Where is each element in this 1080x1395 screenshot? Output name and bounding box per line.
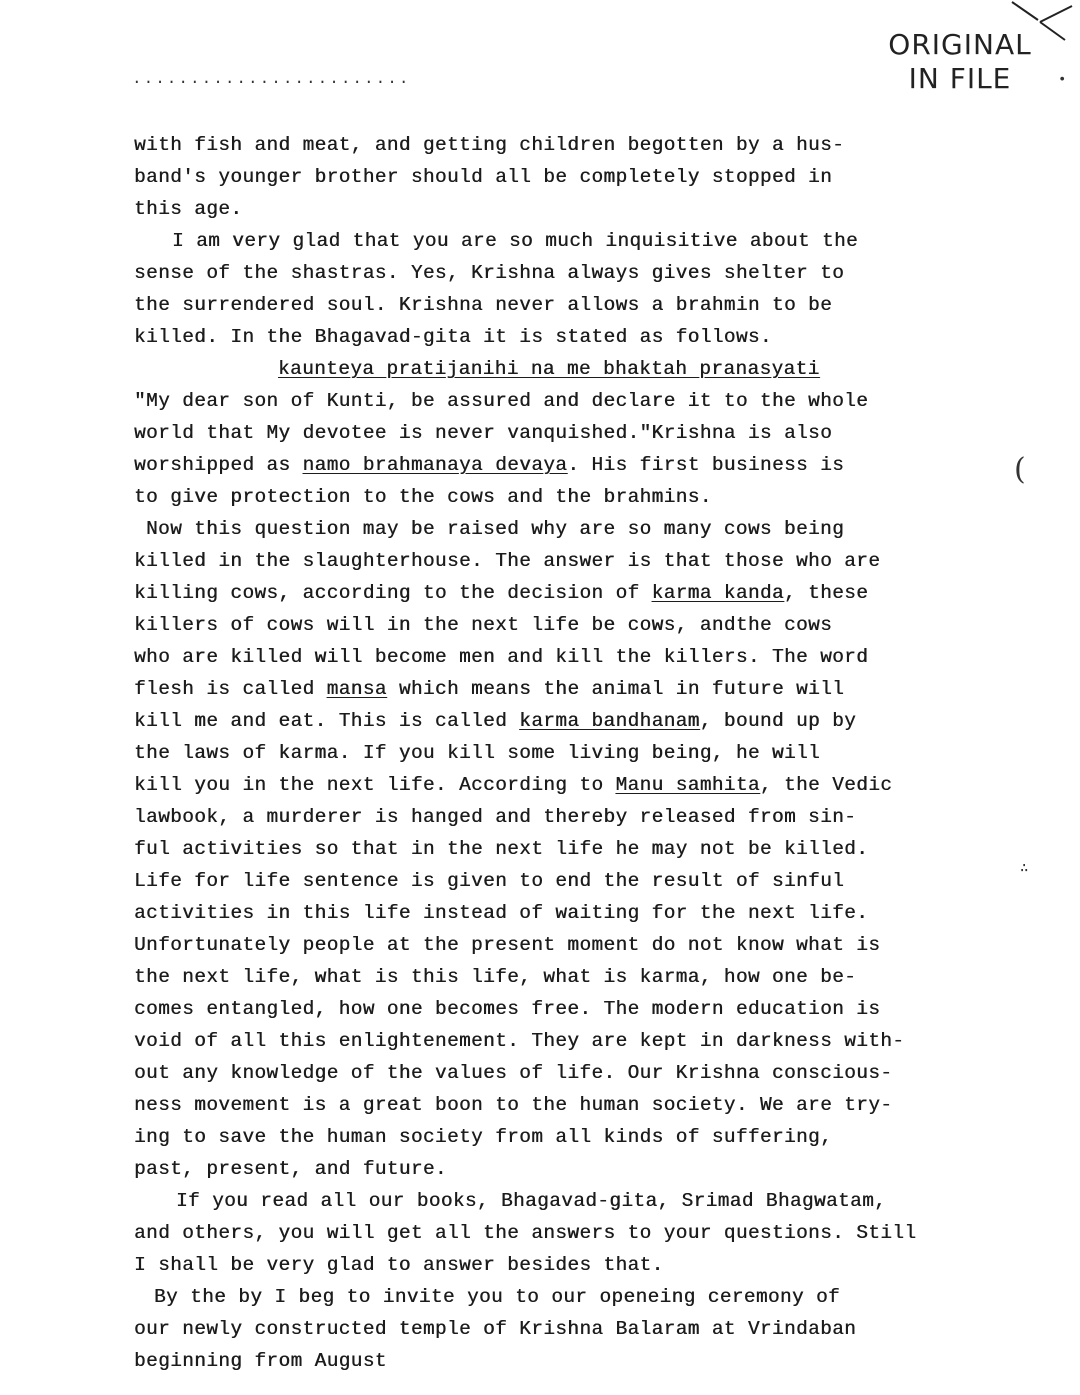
text-line: [134, 678, 844, 700]
text-line: [134, 198, 242, 220]
text-segment: Unfortunately people at the present moment do not know what is: [134, 934, 881, 956]
text-line: [134, 1094, 892, 1116]
text-line: [146, 518, 844, 540]
text-segment: our newly constructed temple of Krishna Balaram at Vrindaban: [134, 1318, 857, 1340]
text-line: [134, 1254, 664, 1276]
margin-bracket-mark: (: [1014, 452, 1026, 487]
text-segment: with fish and meat, and getting children begotten by a hus-: [134, 134, 845, 156]
text-line: [134, 294, 832, 316]
text-segment: which means the animal in future will: [386, 678, 845, 700]
text-segment: kill me and eat. This is called: [134, 710, 520, 732]
underlined-term: namo brahmanaya devaya: [302, 454, 568, 476]
text-line: [134, 134, 844, 156]
text-line: [134, 1030, 904, 1052]
text-segment: void of all this enlightenement. They are kept in darkness with-: [134, 1030, 905, 1052]
text-segment: , bound up by: [699, 710, 857, 732]
text-segment: killed in the slaughterhouse. The answer is that those who are: [134, 550, 881, 572]
stamp-line-1: ORIGINAL: [888, 28, 1032, 61]
text-segment: the next life, what is this life, what is karma, how one be-: [134, 966, 857, 988]
text-segment: past, present, and future.: [134, 1158, 447, 1180]
text-line: [134, 710, 856, 732]
text-line: [134, 1062, 892, 1084]
text-segment: band's younger brother should all be completely stopped in: [134, 166, 833, 188]
text-line: [134, 262, 844, 284]
text-line: [134, 1350, 387, 1372]
text-segment: the laws of karma. If you kill some living being, he will: [134, 742, 821, 764]
text-segment: Life for life sentence is given to end the result of sinful: [134, 870, 845, 892]
text-segment: I shall be very glad to answer besides that.: [134, 1254, 664, 1276]
text-segment: sense of the shastras. Yes, Krishna always gives shelter to: [134, 262, 845, 284]
text-segment: ful activities so that in the next life he may not be killed.: [134, 838, 869, 860]
text-segment: . His first business is: [567, 454, 845, 476]
text-segment: to give protection to the cows and the brahmins.: [134, 486, 712, 508]
text-segment: killing cows, according to the decision of: [134, 582, 652, 604]
underlined-term: Manu samhita: [615, 774, 760, 796]
margin-speck: ∴: [1020, 861, 1029, 877]
text-line: [134, 902, 868, 924]
text-line: [134, 966, 856, 988]
text-segment: ing to save the human society from all kinds of suffering,: [134, 1126, 833, 1148]
text-line: [134, 998, 880, 1020]
text-segment: this age.: [134, 198, 243, 220]
text-line: [134, 454, 844, 476]
text-line: [134, 390, 868, 412]
text-line: [134, 934, 880, 956]
text-line: [278, 358, 820, 380]
text-segment: killers of cows will in the next life be cows, andthe cows: [134, 614, 833, 636]
underlined-term: kaunteya pratijanihi na me bhaktah pranasyati: [278, 358, 820, 380]
text-line: [134, 870, 844, 892]
text-segment: killed. In the Bhagavad-gita it is stated as follows.: [134, 326, 772, 348]
text-segment: , these: [783, 582, 869, 604]
text-segment: comes entangled, how one becomes free. The modern education is: [134, 998, 881, 1020]
text-line: [134, 614, 832, 636]
stamp-line-2: IN FILE: [908, 62, 1012, 95]
text-line: [134, 422, 832, 444]
text-line: [134, 550, 880, 572]
underlined-term: karma bandhanam: [519, 710, 700, 732]
text-line: [134, 486, 712, 508]
text-line: [134, 1158, 447, 1180]
text-line: [134, 166, 832, 188]
text-segment: and others, you will get all the answers to your questions. Still: [134, 1222, 917, 1244]
text-segment: Now this question may be raised why are so many cows being: [146, 518, 845, 540]
text-line: [134, 774, 892, 796]
text-line: [134, 838, 868, 860]
text-line: [134, 742, 820, 764]
text-segment: flesh is called: [134, 678, 327, 700]
text-segment: lawbook, a murderer is hanged and thereby released from sin-: [134, 806, 857, 828]
underlined-term: karma kanda: [651, 582, 784, 604]
text-segment: out any knowledge of the values of life. Our Krishna conscious-: [134, 1062, 893, 1084]
text-line: [134, 646, 868, 668]
text-line: [154, 1286, 840, 1308]
margin-dot: •: [1058, 72, 1067, 88]
original-in-file-stamp: [880, 28, 1040, 96]
text-segment: the surrendered soul. Krishna never allows a brahmin to be: [134, 294, 833, 316]
text-segment: By the by I beg to invite you to our openeing ceremony of: [154, 1286, 841, 1308]
text-line: [134, 1222, 916, 1244]
text-segment: "My dear son of Kunti, be assured and declare it to the whole: [134, 390, 869, 412]
header-dashes: ........................: [132, 70, 411, 88]
text-line: [134, 326, 772, 348]
underlined-term: mansa: [326, 678, 387, 700]
text-segment: , the Vedic: [759, 774, 893, 796]
text-segment: If you read all our books, Bhagavad-gita, Srimad Bhagwatam,: [176, 1190, 887, 1212]
text-line: [134, 1318, 856, 1340]
text-segment: worshipped as: [134, 454, 303, 476]
text-line: [176, 1190, 886, 1212]
text-segment: world that My devotee is never vanquished."Krishna is also: [134, 422, 833, 444]
text-segment: who are killed will become men and kill the killers. The word: [134, 646, 869, 668]
text-segment: beginning from August: [134, 1350, 387, 1372]
text-line: [172, 230, 858, 252]
text-line: [134, 582, 868, 604]
text-segment: kill you in the next life. According to: [134, 774, 616, 796]
text-line: [134, 1126, 832, 1148]
text-segment: activities in this life instead of waiting for the next life.: [134, 902, 869, 924]
text-line: [134, 806, 856, 828]
text-segment: ness movement is a great boon to the human society. We are try-: [134, 1094, 893, 1116]
text-segment: I am very glad that you are so much inquisitive about the: [172, 230, 859, 252]
